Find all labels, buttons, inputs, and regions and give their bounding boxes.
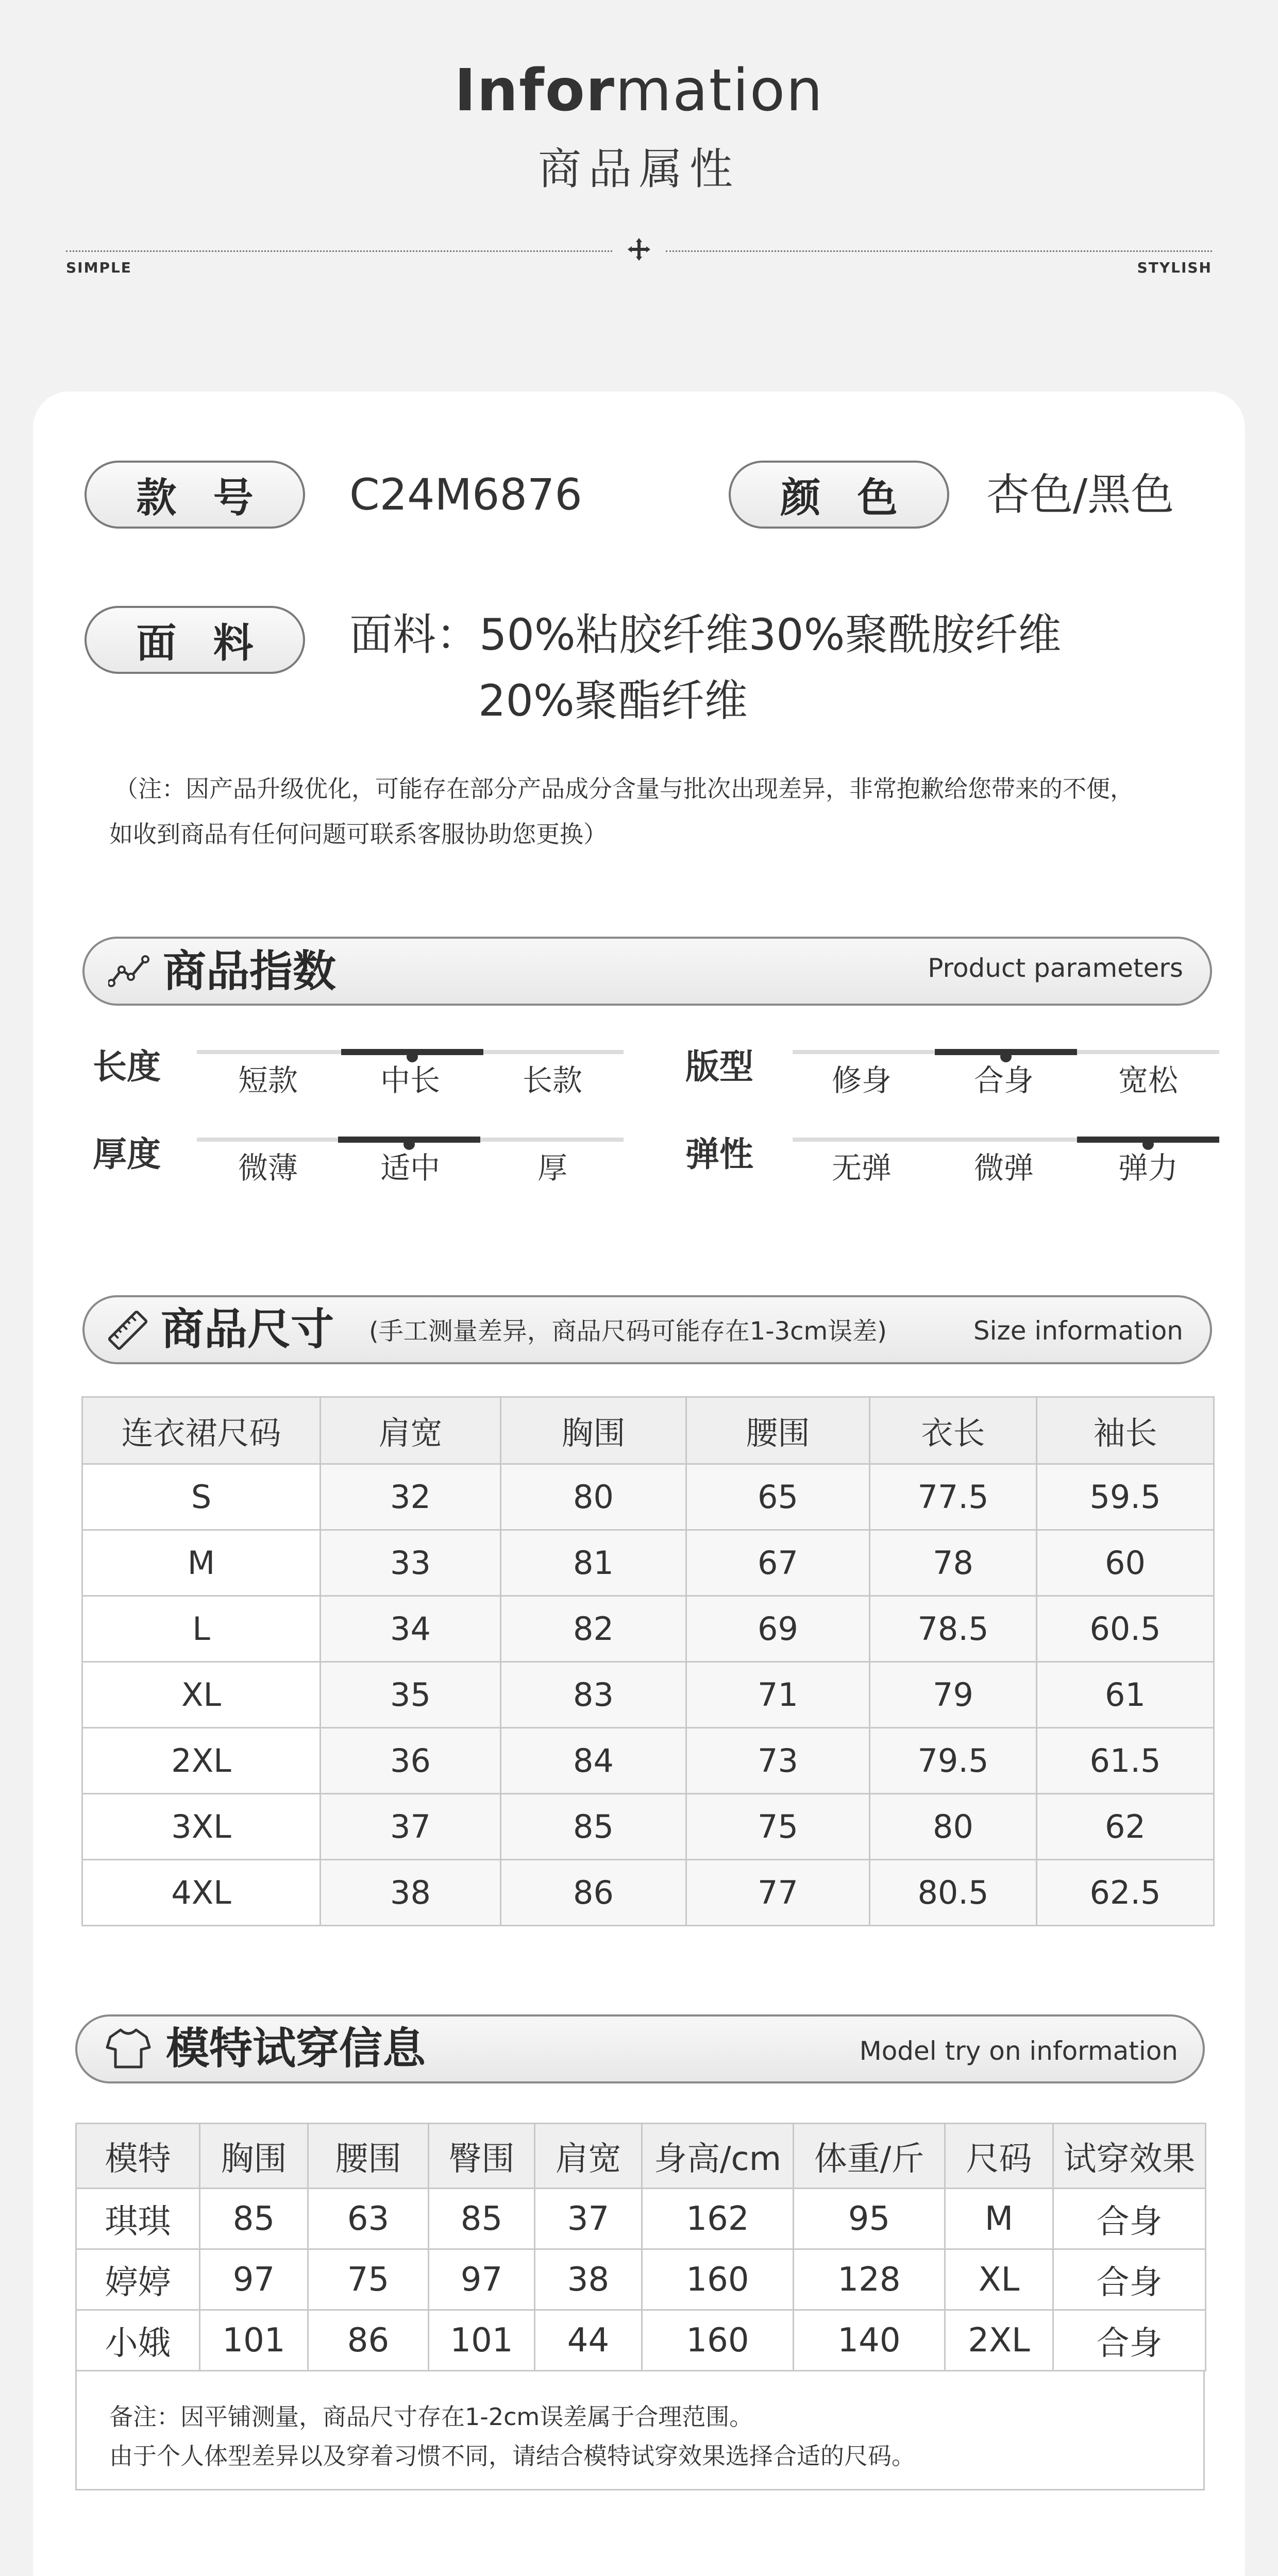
size-cell: 80.5 — [870, 1860, 1037, 1926]
size-cell: 75 — [686, 1794, 870, 1860]
model-header-cell: 模特 — [76, 2124, 200, 2189]
size-header-cell: 连衣裙尺码 — [82, 1397, 321, 1464]
size-cell: 82 — [501, 1596, 686, 1662]
model-cell: 2XL — [945, 2310, 1053, 2371]
index-option: 无弹 — [831, 1150, 892, 1185]
model-cell: 160 — [642, 2249, 794, 2310]
model-cell: 琪琪 — [76, 2189, 200, 2249]
ruler-icon — [106, 1309, 149, 1352]
model-header-cell: 胸围 — [200, 2124, 308, 2189]
fabric-line-2: 20%聚酯纤维 — [478, 675, 748, 726]
index-knob-elasticity — [1142, 1139, 1154, 1150]
size-cell: 80 — [870, 1794, 1037, 1860]
size-cell: 79.5 — [870, 1728, 1037, 1794]
table-row — [82, 1662, 1214, 1728]
size-header-cell: 袖长 — [1037, 1397, 1214, 1464]
size-cell: 62 — [1037, 1794, 1214, 1860]
size-cell: 59.5 — [1037, 1464, 1214, 1530]
model-header-cell: 体重/斤 — [794, 2124, 945, 2189]
table-row — [82, 1596, 1214, 1662]
model-cell: 101 — [200, 2310, 308, 2371]
index-option: 中长 — [380, 1063, 440, 1098]
size-cell: 38 — [321, 1860, 501, 1926]
color-value: 杏色/黑色 — [986, 469, 1174, 520]
index-option: 宽松 — [1118, 1063, 1178, 1098]
table-row — [82, 1794, 1214, 1860]
model-header-cell: 肩宽 — [535, 2124, 642, 2189]
index-label-length: 长度 — [93, 1047, 161, 1087]
page-title-bold: Infor — [454, 57, 616, 124]
size-cell: 60.5 — [1037, 1596, 1214, 1662]
index-knob-fit — [1000, 1051, 1012, 1062]
model-cell: 37 — [535, 2189, 642, 2249]
page-title-rest: mation — [615, 57, 824, 124]
model-cell: 63 — [308, 2189, 429, 2249]
index-option: 弹力 — [1118, 1150, 1178, 1185]
model-cell: M — [945, 2189, 1053, 2249]
model-table-header — [76, 2124, 1206, 2189]
size-cell: XL — [82, 1662, 321, 1728]
size-header-cell: 胸围 — [501, 1397, 686, 1464]
model-header-cell: 臀围 — [429, 2124, 535, 2189]
size-info-title-en: Size information — [973, 1316, 1183, 1346]
index-label-fit: 版型 — [685, 1047, 753, 1087]
model-cell: 合身 — [1053, 2189, 1206, 2249]
model-header-cell: 身高/cm — [642, 2124, 794, 2189]
model-cell: 95 — [794, 2189, 945, 2249]
size-info-title: 商品尺寸 — [161, 1304, 334, 1354]
remark-box — [75, 2371, 1205, 2490]
divider-left — [66, 250, 612, 252]
fabric-note-line-1: （注：因产品升级优化，可能存在部分产品成分含量与批次出现差异，非常抱歉给您带来的不便， — [114, 775, 1134, 803]
model-info-title: 模特试穿信息 — [166, 2023, 426, 2074]
size-header-cell: 腰围 — [686, 1397, 870, 1464]
model-cell: 85 — [200, 2189, 308, 2249]
table-row — [82, 1728, 1214, 1794]
size-table-header — [82, 1397, 1214, 1464]
table-row — [82, 1530, 1214, 1596]
fabric-note-line-2: 如收到商品有任何问题可联系客服协助您更换） — [109, 820, 607, 848]
index-option: 合身 — [973, 1063, 1034, 1098]
model-cell: 婷婷 — [76, 2249, 200, 2310]
size-cell: 73 — [686, 1728, 870, 1794]
size-cell: 61 — [1037, 1662, 1214, 1728]
size-cell: 61.5 — [1037, 1728, 1214, 1794]
model-cell: 75 — [308, 2249, 429, 2310]
size-cell: 65 — [686, 1464, 870, 1530]
model-header-cell: 尺码 — [945, 2124, 1053, 2189]
size-cell: 2XL — [82, 1728, 321, 1794]
size-cell: 36 — [321, 1728, 501, 1794]
remark-line-1: 备注：因平铺测量，商品尺寸存在1-2cm误差属于合理范围。 — [109, 2403, 753, 2431]
table-row — [82, 1464, 1214, 1530]
tag-simple: SIMPLE — [66, 259, 132, 276]
model-header-cell: 试穿效果 — [1053, 2124, 1206, 2189]
size-cell: 80 — [501, 1464, 686, 1530]
model-cell: XL — [945, 2249, 1053, 2310]
model-info-title-en: Model try on information — [859, 2036, 1178, 2066]
size-info-note: (手工测量差异，商品尺码可能存在1-3cm误差) — [369, 1317, 887, 1346]
size-cell: 37 — [321, 1794, 501, 1860]
page-subtitle: 商品属性 — [537, 144, 740, 194]
color-label: 颜 色 — [729, 461, 949, 529]
size-table — [81, 1396, 1215, 1926]
size-cell: 81 — [501, 1530, 686, 1596]
model-cell: 合身 — [1053, 2249, 1206, 2310]
table-row — [76, 2249, 1206, 2310]
index-option: 微弹 — [973, 1150, 1034, 1185]
size-cell: 32 — [321, 1464, 501, 1530]
size-cell: 78 — [870, 1530, 1037, 1596]
size-cell: 85 — [501, 1794, 686, 1860]
model-table — [75, 2123, 1206, 2371]
product-index-title-en: Product parameters — [928, 953, 1183, 983]
size-cell: 60 — [1037, 1530, 1214, 1596]
fabric-label: 面 料 — [85, 606, 305, 674]
size-cell: 4XL — [82, 1860, 321, 1926]
size-header-cell: 衣长 — [870, 1397, 1037, 1464]
model-cell: 86 — [308, 2310, 429, 2371]
model-cell: 128 — [794, 2249, 945, 2310]
size-cell: S — [82, 1464, 321, 1530]
size-cell: 33 — [321, 1530, 501, 1596]
size-cell: 69 — [686, 1596, 870, 1662]
index-option: 短款 — [238, 1063, 298, 1098]
size-cell: 67 — [686, 1530, 870, 1596]
model-cell: 160 — [642, 2310, 794, 2371]
size-cell: 3XL — [82, 1794, 321, 1860]
size-cell: 83 — [501, 1662, 686, 1728]
page-title — [0, 57, 1278, 124]
size-cell: 77 — [686, 1860, 870, 1926]
model-cell: 合身 — [1053, 2310, 1206, 2371]
model-cell: 85 — [429, 2189, 535, 2249]
size-header-cell: 肩宽 — [321, 1397, 501, 1464]
table-row — [76, 2189, 1206, 2249]
index-label-elasticity: 弹性 — [685, 1134, 753, 1174]
size-cell: 79 — [870, 1662, 1037, 1728]
size-cell: 77.5 — [870, 1464, 1037, 1530]
divider-right — [666, 250, 1212, 252]
index-option: 修身 — [831, 1063, 892, 1098]
model-cell: 140 — [794, 2310, 945, 2371]
product-index-title: 商品指数 — [163, 946, 337, 996]
size-cell: 62.5 — [1037, 1860, 1214, 1926]
size-cell: L — [82, 1596, 321, 1662]
model-cell: 101 — [429, 2310, 535, 2371]
size-cell: M — [82, 1530, 321, 1596]
index-option: 厚 — [537, 1150, 567, 1185]
size-cell: 35 — [321, 1662, 501, 1728]
index-option: 长款 — [522, 1063, 582, 1098]
remark-line-2: 由于个人体型差异以及穿着习惯不同，请结合模特试穿效果选择合适的尺码。 — [109, 2442, 915, 2470]
index-knob-length — [407, 1051, 418, 1062]
ornament-icon — [628, 238, 650, 261]
model-cell: 44 — [535, 2310, 642, 2371]
model-header-cell: 腰围 — [308, 2124, 429, 2189]
size-cell: 78.5 — [870, 1596, 1037, 1662]
style-number-label: 款 号 — [85, 461, 305, 529]
style-number-value: C24M6876 — [349, 469, 582, 520]
model-cell: 38 — [535, 2249, 642, 2310]
index-option: 微薄 — [238, 1150, 298, 1185]
table-row — [82, 1860, 1214, 1926]
model-cell: 小娥 — [76, 2310, 200, 2371]
shirt-icon — [105, 2027, 152, 2070]
model-cell: 97 — [200, 2249, 308, 2310]
index-knob-thickness — [403, 1139, 415, 1150]
size-cell: 86 — [501, 1860, 686, 1926]
model-cell: 97 — [429, 2249, 535, 2310]
tag-stylish: STYLISH — [1137, 259, 1212, 276]
size-cell: 34 — [321, 1596, 501, 1662]
size-cell: 84 — [501, 1728, 686, 1794]
index-label-thickness: 厚度 — [93, 1134, 161, 1174]
size-cell: 71 — [686, 1662, 870, 1728]
trend-line-icon — [108, 954, 149, 988]
index-option: 适中 — [380, 1150, 440, 1185]
table-row — [76, 2310, 1206, 2371]
model-cell: 162 — [642, 2189, 794, 2249]
fabric-line-1: 面料：50%粘胶纤维30%聚酰胺纤维 — [349, 609, 1062, 660]
